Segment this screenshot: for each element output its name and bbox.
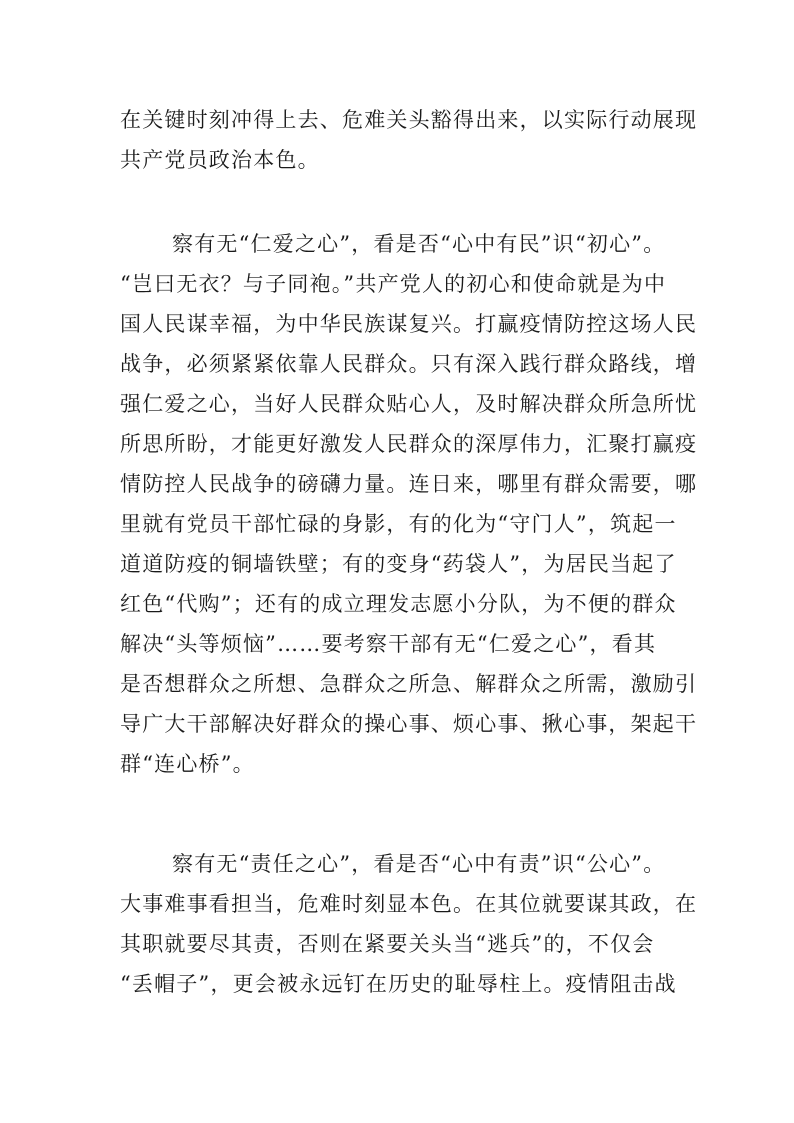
- paragraph-2-line-4: 战争，必须紧紧依靠人民群众。只有深入践行群众路线，增: [120, 352, 698, 376]
- paragraph-2-line-7: 情防控人民战争的磅礴力量。连日来，哪里有群众需要，哪: [120, 472, 698, 496]
- paragraph-2-line-8: 里就有党员干部忙碌的身影，有的化为“守门人”，筑起一: [120, 512, 677, 536]
- paragraph-2-line-3: 国人民谋幸福，为中华民族谋复兴。打赢疫情防控这场人民: [120, 312, 698, 336]
- paragraph-2-line-6: 所思所盼，才能更好激发人民群众的深厚伟力，汇聚打赢疫: [120, 432, 698, 456]
- paragraph-2-line-10: 红色“代购”；还有的成立理发志愿小分队，为不便的群众: [120, 592, 677, 616]
- paragraph-2-line-5: 强仁爱之心，当好人民群众贴心人，及时解决群众所急所忧: [120, 392, 698, 416]
- paragraph-2-line-14: 群“连心桥”。: [120, 752, 255, 776]
- paragraph-2-line-1: 察有无“仁爱之心”，看是否“心中有民”识“初心”。: [172, 232, 666, 256]
- paragraph-3-line-4: “丢帽子”，更会被永远钉在历史的耻辱柱上。疫情阻击战: [120, 972, 677, 996]
- paragraph-3-line-1: 察有无“责任之心”，看是否“心中有责”识“公心”。: [172, 852, 666, 876]
- paragraph-2-line-11: 解决“头等烦恼”……要考察干部有无“仁爱之心”，看其: [120, 632, 657, 656]
- paragraph-3-line-2: 大事难事看担当，危难时刻显本色。在其位就要谋其政，在: [120, 892, 698, 916]
- paragraph-2-line-2: “岂曰无衣？与子同袍。”共产党人的初心和使命就是为中: [120, 272, 667, 296]
- paragraph-2-line-13: 导广大干部解决好群众的操心事、烦心事、揪心事，架起干: [120, 712, 698, 736]
- paragraph-1-line-1: 在关键时刻冲得上去、危难关头豁得出来，以实际行动展现: [120, 108, 698, 132]
- paragraph-1-line-2: 共产党员政治本色。: [120, 148, 320, 172]
- paragraph-2-line-12: 是否想群众之所想、急群众之所急、解群众之所需，激励引: [120, 672, 698, 696]
- paragraph-3-line-3: 其职就要尽其责，否则在紧要关头当“逃兵”的，不仅会: [120, 932, 655, 956]
- paragraph-2-line-9: 道道防疫的铜墙铁壁；有的变身“药袋人”，为居民当起了: [120, 552, 677, 576]
